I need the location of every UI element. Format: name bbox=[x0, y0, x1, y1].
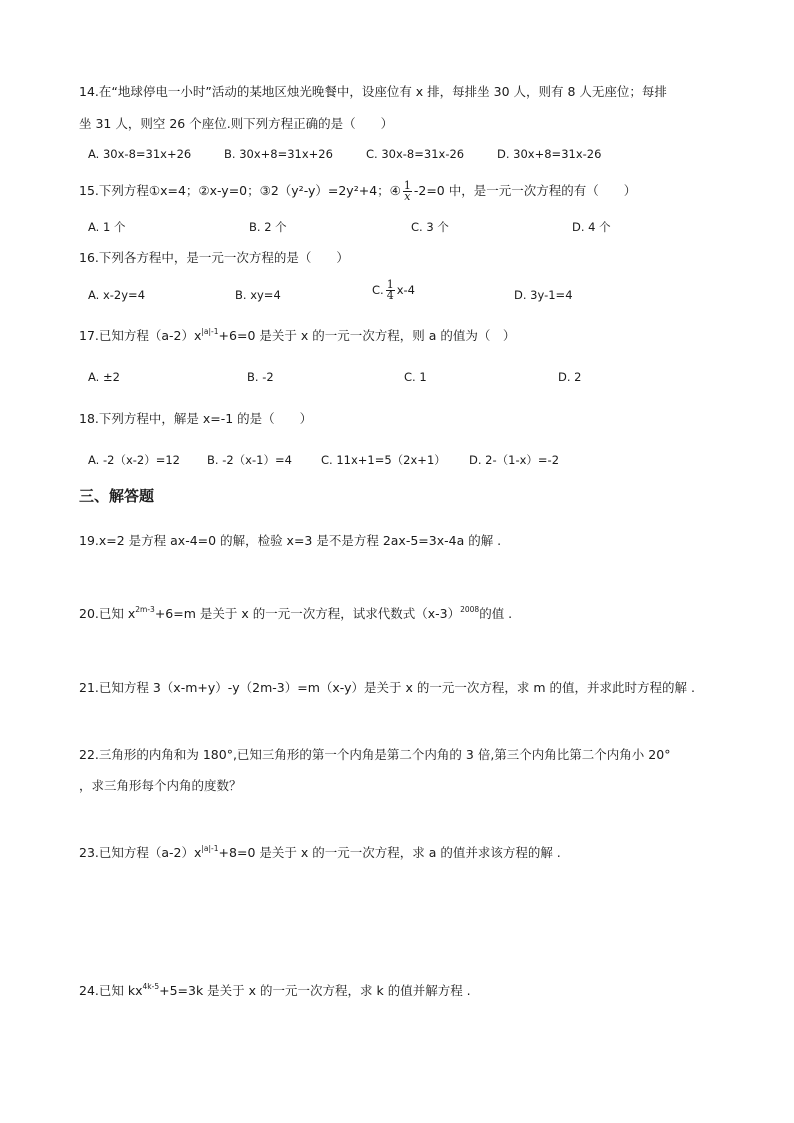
question-17-suffix: +6=0 是关于 x 的一元一次方程，则 a 的值为（ ） bbox=[218, 328, 516, 343]
question-20-middle: +6=m 是关于 x 的一元一次方程，试求代数式（x-3） bbox=[154, 606, 461, 621]
question-17-prefix: 17.已知方程（a-2）x bbox=[79, 328, 202, 343]
question-24 bbox=[79, 982, 471, 1000]
question-14-option-c: C. 30x-8=31x-26 bbox=[366, 147, 465, 161]
question-15-option-b: B. 2 个 bbox=[249, 220, 287, 234]
question-14-option-a: A. 30x-8=31x+26 bbox=[88, 147, 192, 161]
question-20-exponent-2: 2008 bbox=[460, 604, 480, 614]
question-17-option-b: B. -2 bbox=[247, 370, 274, 384]
option-c-expression: x-4 bbox=[396, 283, 415, 297]
question-16-option-a: A. x-2y=4 bbox=[88, 288, 146, 302]
question-15-suffix: -2=0 中，是一元一次方程的有（ ） bbox=[413, 183, 637, 198]
question-20 bbox=[79, 605, 512, 623]
question-16-option-d: D. 3y-1=4 bbox=[514, 288, 573, 302]
fraction-denominator: 4 bbox=[386, 289, 394, 302]
question-14-option-b: B. 30x+8=31x+26 bbox=[224, 147, 333, 161]
question-15-prefix: 15.下列方程①x=4；②x-y=0；③2（y²-y）=2y²+4；④ bbox=[79, 183, 401, 198]
question-22-line-2: ，求三角形每个内角的度数？ bbox=[79, 778, 242, 793]
question-18-option-b: B. -2（x-1）=4 bbox=[207, 453, 292, 467]
question-23-exponent: |a|-1 bbox=[201, 843, 219, 853]
question-23-prefix: 23.已知方程（a-2）x bbox=[79, 845, 202, 860]
question-23 bbox=[79, 844, 561, 862]
question-15-option-a: A. 1 个 bbox=[88, 220, 126, 234]
question-16-option-c bbox=[372, 280, 415, 301]
fraction-numerator: 1 bbox=[403, 179, 411, 192]
question-22-line-1: 22.三角形的内角和为 180°,已知三角形的第一个内角是第二个内角的 3 倍,第三个内角比第二个内角小 20° bbox=[79, 747, 671, 762]
question-14-line-2: 坐 31 人，则空 26 个座位.则下列方程正确的是（ ） bbox=[79, 116, 394, 131]
question-24-exponent: 4k-5 bbox=[142, 981, 160, 991]
question-18-option-c: C. 11x+1=5（2x+1） bbox=[321, 453, 446, 467]
question-15-option-d: D. 4 个 bbox=[572, 220, 611, 234]
question-14-line-1: 14.在“地球停电一小时”活动的某地区烛光晚餐中，设座位有 x 排，每排坐 30 人，则有 8 人无座位；每排 bbox=[79, 84, 667, 99]
question-17-option-c: C. 1 bbox=[404, 370, 427, 384]
question-19: 19.x=2 是方程 ax-4=0 的解，检验 x=3 是不是方程 2ax-5=3x-4a 的解 . bbox=[79, 533, 502, 548]
question-20-prefix: 20.已知 x bbox=[79, 606, 136, 621]
option-c-label: C. bbox=[372, 283, 384, 297]
question-16-option-b: B. xy=4 bbox=[235, 288, 281, 302]
fraction-numerator: 1 bbox=[386, 278, 394, 291]
question-18-stem: 18.下列方程中，解是 x=-1 的是（ ） bbox=[79, 411, 313, 426]
question-17-stem bbox=[79, 327, 515, 345]
question-14-option-d: D. 30x+8=31x-26 bbox=[497, 147, 602, 161]
question-16-stem: 16.下列各方程中，是一元一次方程的是（ ） bbox=[79, 250, 349, 265]
question-21: 21.已知方程 3（x-m+y）-y（2m-3）=m（x-y）是关于 x 的一元一次方程，求 m 的值，并求此时方程的解 . bbox=[79, 680, 695, 695]
question-15-stem bbox=[79, 181, 636, 202]
question-15-fraction bbox=[403, 181, 412, 202]
question-24-suffix: +5=3k 是关于 x 的一元一次方程，求 k 的值并解方程 . bbox=[159, 983, 471, 998]
question-18-option-a: A. -2（x-2）=12 bbox=[88, 453, 180, 467]
question-17-option-a: A. ±2 bbox=[88, 370, 120, 384]
section-heading: 三、解答题 bbox=[79, 487, 155, 505]
question-18-option-d: D. 2-（1-x）=-2 bbox=[469, 453, 560, 467]
question-20-exponent-1: 2m-3 bbox=[135, 604, 155, 614]
question-23-suffix: +8=0 是关于 x 的一元一次方程，求 a 的值并求该方程的解 . bbox=[218, 845, 561, 860]
question-17-option-d: D. 2 bbox=[558, 370, 582, 384]
question-15-option-c: C. 3 个 bbox=[411, 220, 449, 234]
option-c-fraction bbox=[386, 280, 395, 301]
fraction-denominator: x bbox=[404, 190, 411, 203]
question-24-prefix: 24.已知 kx bbox=[79, 983, 143, 998]
question-17-exponent: |a|-1 bbox=[201, 326, 219, 336]
question-20-suffix: 的值 . bbox=[479, 606, 513, 621]
